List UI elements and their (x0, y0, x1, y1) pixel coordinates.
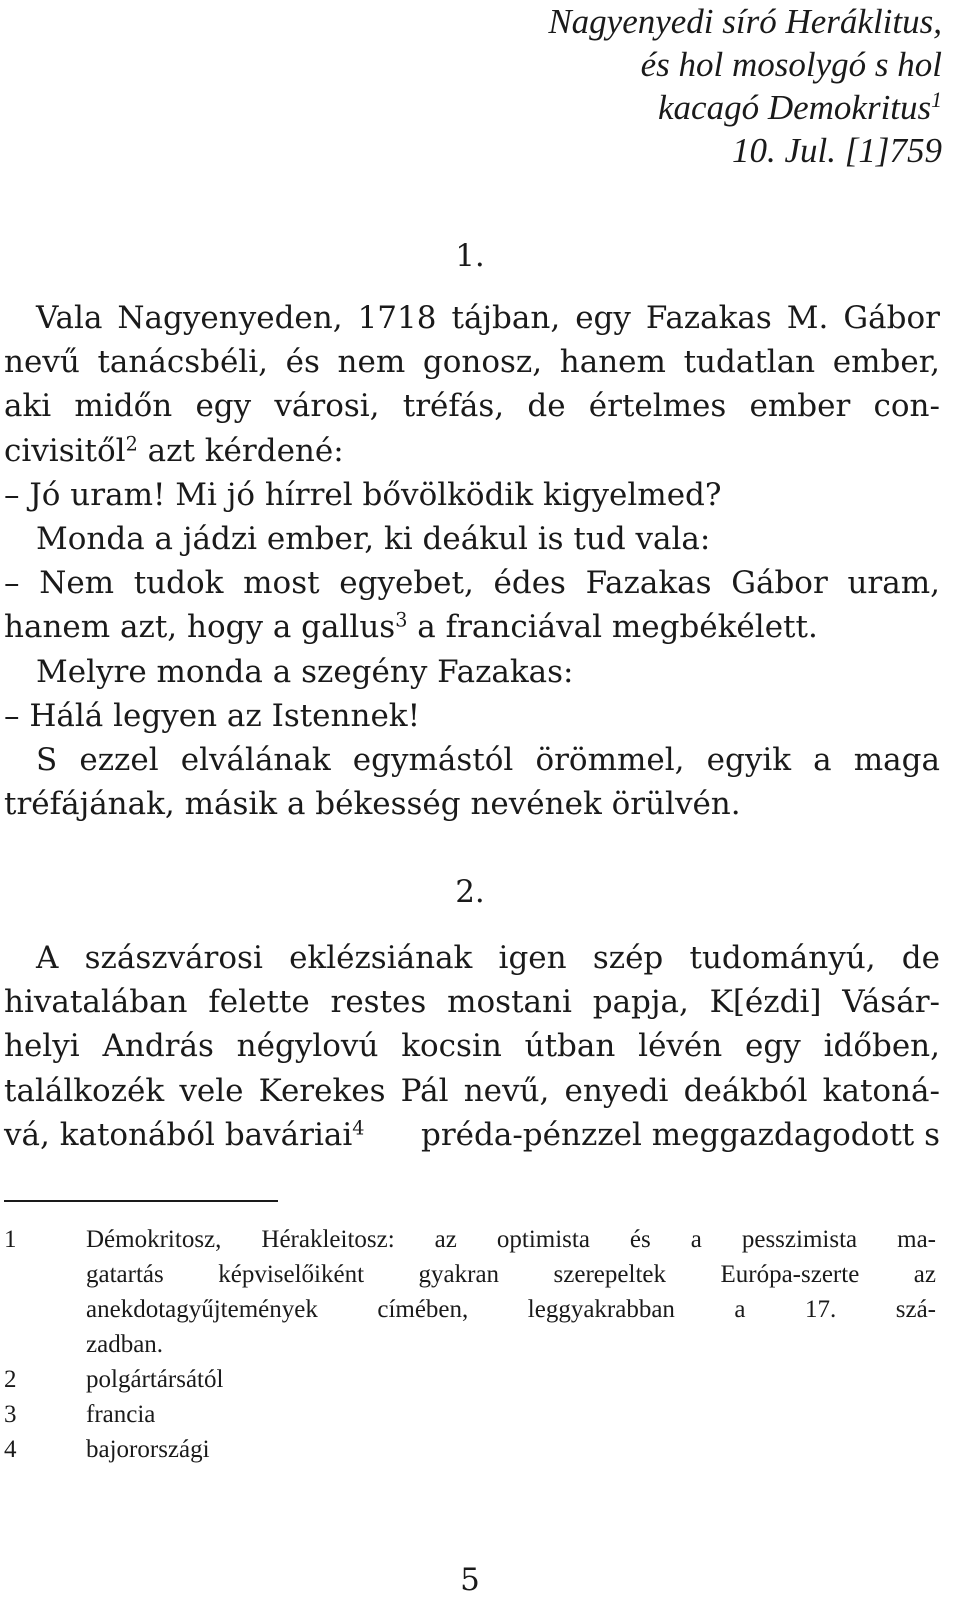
footnote-ref-4[interactable]: 4 (352, 1116, 365, 1140)
footnote-line: zadban. (86, 1331, 164, 1358)
text-span: azt kérdené: (137, 432, 344, 469)
text-line (4, 605, 940, 649)
footnote-line: anekdotagyűjtemények címében, leggyakrabban a 17. szá- (86, 1296, 936, 1323)
footnote-2 (4, 1362, 936, 1397)
dialogue-line: – Nem tudok most egyebet, édes Fazakas Gábor uram, (4, 565, 940, 602)
text-span: a franciával megbékélett. (407, 609, 818, 646)
heading-date: 10. Jul. [1]759 (732, 131, 942, 170)
section-number-1: 1. (455, 238, 485, 274)
text-line: aki midőn egy városi, tréfás, de értelmes ember con- (4, 388, 940, 425)
footnote-number: 1 (4, 1226, 17, 1253)
footnote-line: gatartás képviselőiként gyakran szerepeltek Európa-szerte az (86, 1261, 936, 1288)
text-span: préda-pénzzel meggazdagodott s (420, 1116, 940, 1153)
footnote-number: 2 (4, 1366, 17, 1393)
text-span: vá, katonából baváriai (4, 1116, 353, 1153)
chapter-heading (382, 0, 942, 172)
footnote-ref-3[interactable]: 3 (395, 608, 408, 632)
text-line: Melyre monda a szegény Fazakas: (36, 653, 574, 690)
heading-line-3-text: kacagó Demokritus (658, 88, 932, 127)
text-line: S ezzel elválának egymástól örömmel, egyik a maga (36, 742, 940, 779)
text-line: helyi András négylovú kocsin útban lévén egy időben, (4, 1028, 940, 1065)
text-span: civisitől (4, 432, 126, 469)
heading-line-1: Nagyenyedi síró Heráklitus, (548, 2, 942, 41)
text-line: Monda a jádzi ember, ki deákul is tud vala: (36, 521, 711, 558)
footnotes (4, 1222, 936, 1467)
footnote-line: Démokritosz, Hérakleitosz: az optimista és a pesszimista ma- (86, 1226, 936, 1253)
text-line: A szászvárosi eklézsiának igen szép tudományú, de (36, 940, 940, 976)
section-2-text (4, 936, 940, 1157)
footnote-1 (4, 1222, 936, 1362)
text-line: Vala Nagyenyeden, 1718 tájban, egy Fazakas M. Gábor (36, 300, 940, 336)
footnote-text: bajorországi (86, 1436, 210, 1463)
section-1-text (4, 296, 940, 826)
text-span: hanem azt, hogy a gallus (4, 609, 396, 646)
footnote-text: polgártársától (86, 1366, 224, 1393)
footnote-text (86, 1222, 936, 1362)
section-number-2: 2. (455, 874, 485, 910)
heading-line-3 (382, 86, 942, 129)
footnote-ref-1[interactable]: 1 (931, 88, 942, 113)
footnote-number: 3 (4, 1401, 17, 1428)
text-line: tréfájának, másik a békesség nevének örülvén. (4, 786, 741, 823)
heading-line-2: és hol mosolygó s hol (640, 45, 942, 84)
dialogue-line: – Hálá legyen az Istennek! (4, 697, 421, 734)
footnote-3 (4, 1397, 936, 1432)
footnote-ref-2[interactable]: 2 (125, 432, 138, 456)
text-line: hivatalában felette restes mostani papja, K[ézdi] Vásár- (4, 984, 940, 1021)
dialogue-line: – Jó uram! Mi jó hírrel bővölködik kigyelmed? (4, 476, 722, 513)
footnote-number: 4 (4, 1436, 17, 1463)
text-span (4, 1113, 364, 1157)
text-line (4, 429, 940, 473)
footnote-divider (4, 1200, 278, 1202)
footnote-4 (4, 1432, 936, 1467)
text-line (4, 1113, 940, 1157)
text-line: nevű tanácsbéli, és nem gonosz, hanem tudatlan ember, (4, 344, 940, 381)
footnote-text: francia (86, 1401, 156, 1428)
text-line: találkozék vele Kerekes Pál nevű, enyedi deákból katoná- (4, 1072, 940, 1109)
page-number: 5 (460, 1562, 480, 1598)
